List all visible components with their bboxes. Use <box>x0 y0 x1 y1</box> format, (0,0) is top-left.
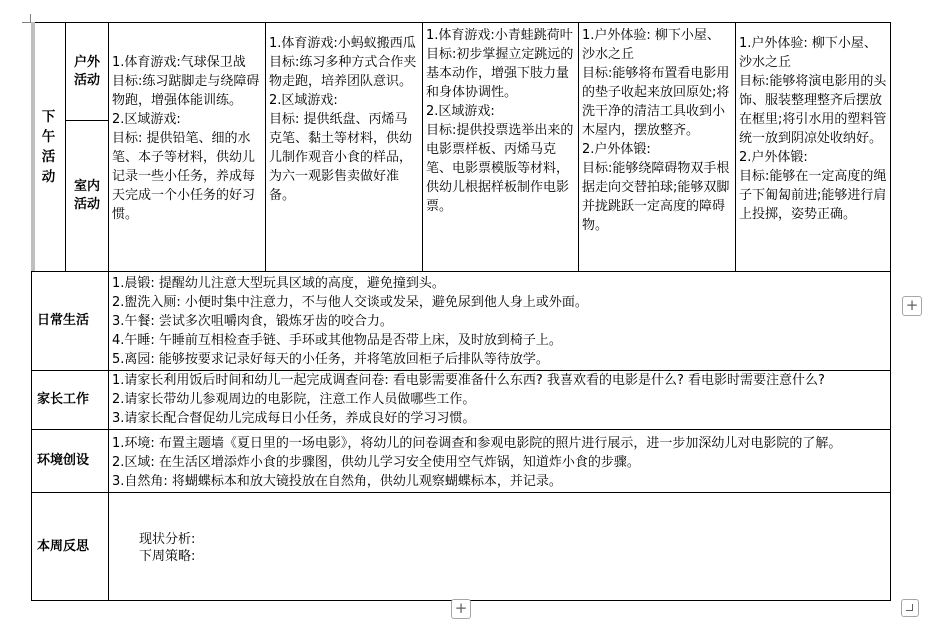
environment-header <box>32 430 109 493</box>
day4-line1: 1.户外体验: 柳下小屋、沙水之丘 <box>582 28 720 62</box>
day4-line3: 2.户外体锻: <box>582 142 651 157</box>
day5-line3: 2.户外体锻: <box>739 150 808 165</box>
daily-life-header <box>32 272 109 371</box>
day2-line2: 目标:练习多种方式合作夹物走跑，培养团队意识。 <box>269 55 417 89</box>
day1-line1: 1.体育游戏:气球保卫战 <box>112 55 246 70</box>
parents-line: 2.请家长带幼儿参观周边的电影院，注意工作人员做哪些工作。 <box>112 392 476 407</box>
day1-line3: 2.区域游戏: <box>112 112 181 127</box>
table-left-margin-shade <box>31 22 35 271</box>
daily-life-line: 4.午睡: 午睡前互相检查手链、手环或其他物品是否带上床，及时放到椅子上。 <box>112 333 562 348</box>
plus-icon: + <box>454 599 468 617</box>
environment-line: 1.环境: 布置主题墙《夏日里的一场电影》，将幼儿的问卷调查和参观电影院的照片进行展示，进一步加深幼儿对电影院的了解。 <box>112 436 842 451</box>
parents-label: 家长工作 <box>37 392 90 407</box>
indoor-label: 室内活动 <box>73 179 100 212</box>
day3-line3: 2.区域游戏: <box>426 104 495 119</box>
day2-line1: 1.体育游戏:小蚂蚁搬西瓜 <box>269 36 416 51</box>
afternoon-day-5[interactable] <box>736 23 891 272</box>
day1-line4: 目标: 提供铅笔、细的水笔、本子等材料，供幼儿记录一些小任务，养成每天完成一个小任务的好习惯。 <box>112 131 256 222</box>
day4-line4: 目标:能够绕障碍物双手根据走向交替拍球;能够双脚并拢跳跃一定高度的障碍物。 <box>582 161 730 233</box>
analysis-label: 现状分析: <box>139 531 196 547</box>
afternoon-day-4[interactable] <box>579 23 736 272</box>
daily-life-line: 1.晨锻: 提醒幼儿注意大型玩具区域的高度，避免撞到头。 <box>112 276 445 291</box>
parents-header <box>32 371 109 430</box>
afternoon-header <box>32 23 66 272</box>
daily-life-line: 5.离园: 能够按要求记录好每天的小任务，并将笔放回柜子后排队等待放学。 <box>112 352 549 367</box>
plus-icon: + <box>905 296 919 314</box>
day3-line1: 1.体育游戏:小青蛙跳荷叶 <box>426 28 573 43</box>
strategy-label: 下周策略: <box>139 548 196 564</box>
daily-life-line: 2.盥洗入厕: 小便时集中注意力，不与他人交谈或发呆，避免尿到他人身上或外面。 <box>112 295 588 310</box>
environment-label: 环境创设 <box>37 453 90 468</box>
weekly-plan-table <box>31 22 891 601</box>
add-row-button[interactable] <box>451 599 471 619</box>
outdoor-label: 户外活动 <box>73 54 100 88</box>
day3-line4: 目标:提供投票选举出来的电影票样板、丙烯马克笔、电影票模版等材料，供幼儿根据样板制作电影票。 <box>426 123 574 214</box>
add-column-button[interactable] <box>902 296 922 316</box>
parents-line: 3.请家长配合督促幼儿完成每日小任务，养成良好的学习习惯。 <box>112 411 476 426</box>
outdoor-header <box>66 23 109 121</box>
daily-life-line: 3.午餐: 尝试多次咀嚼肉食，锻炼牙齿的咬合力。 <box>112 314 393 329</box>
day1-line2: 目标:练习踮脚走与绕障碍物跑，增强体能训练。 <box>112 74 260 108</box>
reflection-content[interactable] <box>109 493 891 601</box>
afternoon-day-2[interactable] <box>266 23 423 272</box>
reflection-header <box>32 493 109 601</box>
day3-line2: 目标:初步掌握立定跳远的基本动作，增强下肢力量和身体协调性。 <box>426 47 574 100</box>
day5-line2: 目标:能够将演电影用的头饰、服装整理整齐后摆放在框里;将引水用的塑料管统一放到阴凉处收纳好。 <box>739 74 887 146</box>
environment-line: 3.自然角: 将蝴蝶标本和放大镜投放在自然角，供幼儿观察蝴蝶标本，并记录。 <box>112 474 562 489</box>
environment-line: 2.区域: 在生活区增添炸小食的步骤图，供幼儿学习安全使用空气炸锅，知道炸小食的步骤。 <box>112 455 640 470</box>
parents-content[interactable] <box>109 371 891 430</box>
afternoon-day-1[interactable] <box>109 23 266 272</box>
page-corner-mark <box>22 14 31 23</box>
afternoon-day-3[interactable] <box>423 23 579 272</box>
day5-line1: 1.户外体验: 柳下小屋、沙水之丘 <box>739 36 877 70</box>
day5-line4: 目标:能够在一定高度的绳子下匍匐前进;能够进行肩上投掷，姿势正确。 <box>739 169 887 222</box>
table-resize-handle[interactable] <box>901 599 919 617</box>
environment-content[interactable] <box>109 430 891 493</box>
reflection-label: 本周反思 <box>37 538 90 554</box>
day4-line2: 目标:能够将布置看电影用的垫子收起来放回原处;将洗干净的清洁工具收到小木屋内，摆放整齐。 <box>582 66 730 138</box>
afternoon-label: 下午活动 <box>41 109 56 185</box>
day2-line4: 目标: 提供纸盘、丙烯马克笔、黏土等材料，供幼儿制作观音小食的样品，为六一观影售卖做好准备。 <box>269 112 413 203</box>
parents-line: 1.请家长利用饭后时间和幼儿一起完成调查问卷: 看电影需要准备什么东西? 我喜欢看的电影是什么? 看电影时需要注意什么? <box>112 373 825 388</box>
day2-line3: 2.区域游戏: <box>269 93 338 108</box>
daily-life-content[interactable] <box>109 272 891 371</box>
indoor-header <box>66 121 109 272</box>
daily-life-label: 日常生活 <box>37 313 90 328</box>
